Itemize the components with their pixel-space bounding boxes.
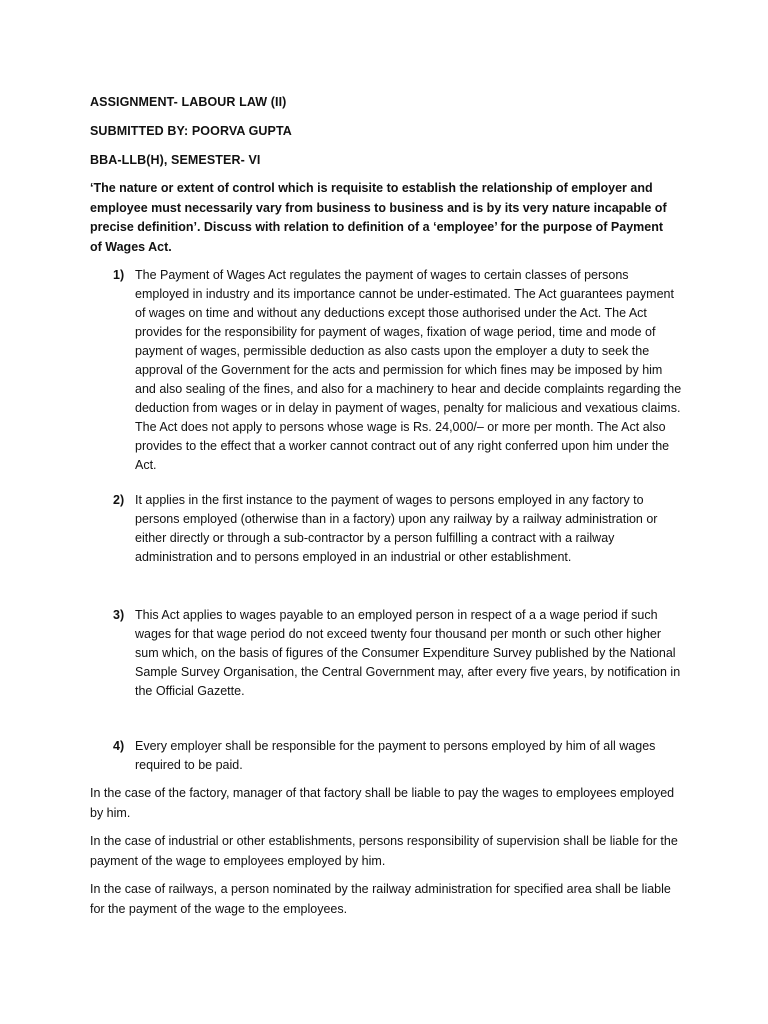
list-item-number: 4) (113, 739, 125, 753)
list-item-text: Every employer shall be responsible for the payment to persons employed by him of all wages required to be paid. (135, 739, 656, 772)
list-item-number: 1) (113, 268, 125, 282)
list-item-text: It applies in the first instance to the payment of wages to persons employed in any factory to persons employed (otherwise than in a factory) upon any railway by a railway administration or either directly or through a sub-contractor by a person fulfilling a contract with a railway administration and to persons employed in an industrial or other establishment. (135, 493, 658, 564)
list-item-4 (113, 737, 683, 775)
paragraph-railways: In the case of railways, a person nominated by the railway administration for specified area shall be liable for the payment of the wage to the employees. (90, 882, 671, 916)
list-item-number: 3) (113, 608, 125, 622)
list-item-text: This Act applies to wages payable to an employed person in respect of a a wage period if such wages for that wage period do not exceed twenty four thousand per month or such other higher sum which, on the basis of figures of the Consumer Expenditure Survey published by the National Sample Survey Organisation, the Central Government may, after every five years, by notification in the Official Gazette. (135, 608, 681, 698)
paragraph-establishments: In the case of industrial or other establishments, persons responsibility of supervision shall be liable for the payment of the wage to employees employed by him. (90, 834, 678, 868)
assignment-title: ASSIGNMENT- LABOUR LAW (II) (90, 95, 287, 109)
list-item-2 (113, 491, 683, 567)
assignment-question: ‘The nature or extent of control which is requisite to establish the relationship of employer and employee must necessarily vary from business to business and is by its very nature incapable of precise definition’. Discuss with relation to definition of a ‘employee’ for the purpose of Payment of Wages Act. (90, 181, 667, 254)
paragraph-factory: In the case of the factory, manager of that factory shall be liable to pay the wages to employees employed by him. (90, 786, 675, 820)
list-item-1 (113, 266, 683, 475)
submitted-by: SUBMITTED BY: POORVA GUPTA (90, 124, 292, 138)
list-item-text: The Payment of Wages Act regulates the payment of wages to certain classes of persons employed in industry and its importance cannot be under-estimated. The Act guarantees payment of wages on time and without any deductions except those authorised under the Act. The Act provides for the responsibility for payment of wages, fixation of wage period, time and mode of payment of wages, permissible deduction as also casts upon the employer a duty to seek the approval of the Government for the acts and permission for which fines may be imposed by him and also sealing of the fines, and also for a machinery to hear and decide complaints regarding the deduction from wages or in delay in payment of wages, penalty for malicious and vexatious claims. The Act does not apply to persons whose wage is Rs. 24,000/– or more per month. The Act also provides to the effect that a worker cannot contract out of any right conferred upon him under the Act. (135, 268, 682, 472)
course-semester: BBA-LLB(H), SEMESTER- VI (90, 153, 261, 167)
list-item-3 (113, 606, 683, 701)
list-item-number: 2) (113, 493, 125, 507)
